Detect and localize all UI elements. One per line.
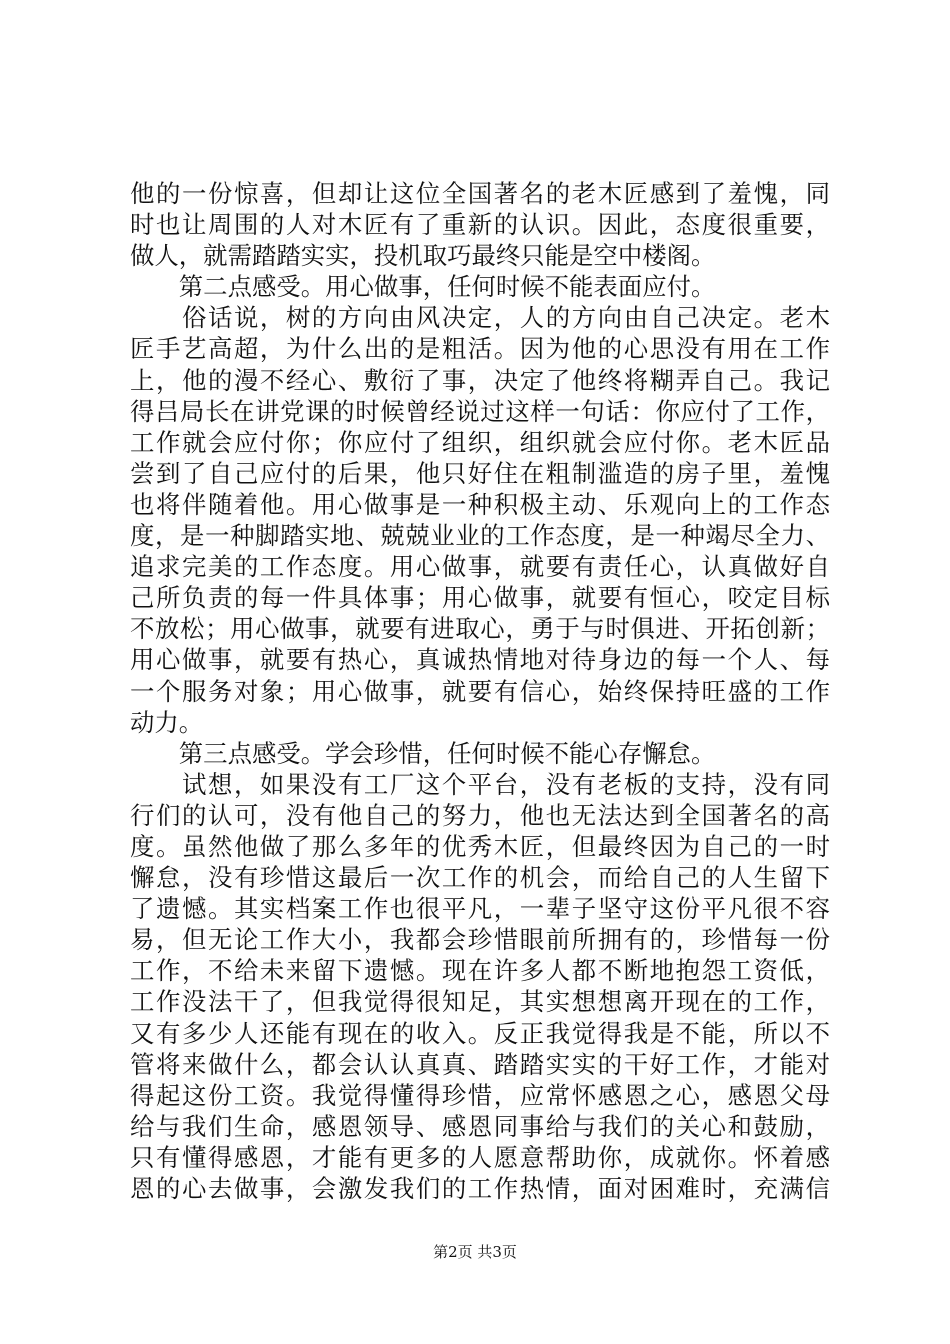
text-line: 匠手艺高超，为什么出的是粗活。因为他的心思没有用在工作	[130, 334, 830, 364]
text-line: 只有懂得感恩，才能有更多的人愿意帮助你，成就你。怀着感	[130, 1142, 830, 1172]
text-line: 了遗憾。其实档案工作也很平凡，一辈子坚守这份平凡很不容	[130, 894, 830, 924]
text-line: 做人，就需踏踏实实，投机取巧最终只能是空中楼阁。	[130, 241, 716, 271]
text-line: 用心做事，就要有热心，真诚热情地对待身边的每一个人、每	[130, 645, 830, 675]
text-line: 己所负责的每一件具体事；用心做事，就要有恒心，咬定目标	[130, 583, 830, 613]
text-line: 得吕局长在讲党课的时候曾经说过这样一句话：你应付了工作，	[130, 396, 830, 426]
text-line: 上，他的漫不经心、敷衍了事，决定了他终将糊弄自己。我记	[130, 365, 830, 395]
text-line: 他的一份惊喜，但却让这位全国著名的老木匠感到了羞愧，同	[130, 179, 830, 208]
page-number-footer: 第2页 共3页	[433, 1243, 517, 1261]
body-text	[130, 178, 830, 1204]
text-line: 一个服务对象；用心做事，就要有信心，始终保持旺盛的工作	[130, 676, 830, 706]
text-line: 不放松；用心做事，就要有进取心，勇于与时俱进、开拓创新；	[130, 614, 830, 644]
text-line: 俗话说，树的方向由风决定，人的方向由自己决定。老木	[130, 303, 830, 333]
text-line: 动力。	[130, 707, 204, 737]
text-line: 给与我们生命，感恩领导、感恩同事给与我们的关心和鼓励，	[130, 1111, 830, 1141]
text-line: 得起这份工资。我觉得懂得珍惜，应常怀感恩之心，感恩父母	[130, 1080, 830, 1110]
text-line: 尝到了自己应付的后果，他只好住在粗制滥造的房子里，羞愧	[130, 458, 830, 488]
text-line: 第三点感受。学会珍惜，任何时候不能心存懈怠。	[130, 738, 716, 768]
text-line: 度，是一种脚踏实地、兢兢业业的工作态度，是一种竭尽全力、	[130, 521, 830, 551]
text-line: 度。虽然他做了那么多年的优秀木匠，但最终因为自己的一时	[130, 831, 830, 861]
text-line: 易，但无论工作大小，我都会珍惜眼前所拥有的，珍惜每一份	[130, 925, 830, 955]
text-line: 工作就会应付你；你应付了组织，组织就会应付你。老木匠品	[130, 427, 830, 457]
text-line: 懈怠，没有珍惜这最后一次工作的机会，而给自己的人生留下	[130, 863, 830, 893]
text-line: 试想，如果没有工厂这个平台，没有老板的支持，没有同	[130, 769, 830, 799]
text-line: 时也让周围的人对木匠有了重新的认识。因此，态度很重要，	[130, 210, 830, 240]
text-line: 管将来做什么，都会认认真真、踏踏实实的干好工作，才能对	[130, 1049, 830, 1079]
text-line: 工作，不给未来留下遗憾。现在许多人都不断地抱怨工资低，	[130, 956, 830, 986]
text-line: 又有多少人还能有现在的收入。反正我觉得我是不能，所以不	[130, 1018, 830, 1048]
text-line: 行们的认可，没有他自己的努力，他也无法达到全国著名的高	[130, 800, 830, 830]
text-line: 工作没法干了，但我觉得很知足，其实想想离开现在的工作，	[130, 987, 830, 1017]
text-line: 追求完美的工作态度。用心做事，就要有责任心，认真做好自	[130, 552, 830, 582]
text-line: 第二点感受。用心做事，任何时候不能表面应付。	[130, 272, 716, 302]
text-line: 也将伴随着他。用心做事是一种积极主动、乐观向上的工作态	[130, 489, 830, 519]
text-line: 恩的心去做事，会激发我们的工作热情，面对困难时，充满信	[130, 1174, 830, 1203]
